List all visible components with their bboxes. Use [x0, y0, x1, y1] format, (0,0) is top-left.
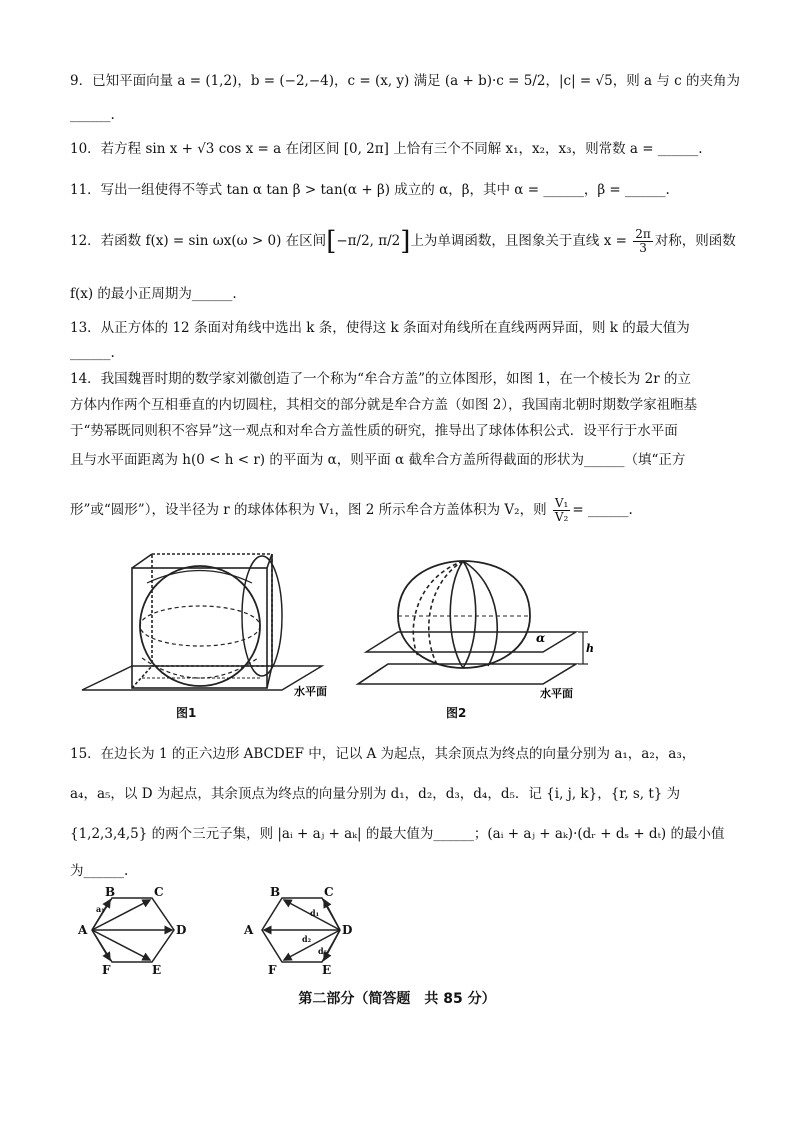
q15-line4: 为______.	[70, 863, 129, 879]
q14-ratio-den: V₂	[554, 510, 569, 524]
hexD-vec-d2: d₂	[302, 934, 312, 944]
hexA-label-A: A	[78, 923, 88, 937]
q14-line3: 于“势幂既同则积不容异”这一观点和对牟合方盖性质的研究，推导出了球体体积公式．设平行于水平面	[70, 423, 678, 439]
q15-line3: {1,2,3,4,5} 的两个三元子集，则 |aᵢ + aⱼ + aₖ| 的最大值为______；(aᵢ + aⱼ + aₖ)·(dᵣ + dₛ + dₜ) 的最小值	[70, 826, 725, 842]
q12-mid: 上为单调函数，且图象关于直线 x =	[410, 233, 627, 249]
q14-line2: 方体内作两个互相垂直的内切圆柱，其相交的部分就是牟合方盖（如图 2），我国南北朝时期数学家祖暅基	[70, 397, 698, 413]
q14-ratio-num: V₁	[554, 496, 569, 510]
q13-line2: ______.	[70, 345, 115, 361]
lower-plane	[358, 664, 576, 684]
q14-line4: 且与水平面距离为 h(0 < h < r) 的平面为 α，则平面 α 截牟合方盖所得截面的形状为______（填“正方	[70, 452, 686, 468]
q14-line5-pre: 形”或“圆形”），设半径为 r 的球体体积为 V₁，图 2 所示牟合方盖体积为 V₂，则	[70, 502, 547, 518]
figure-2-mouhefanggai	[348, 556, 593, 700]
hexD-vec-d1: d₁	[310, 908, 320, 918]
hexA-label-B: B	[105, 885, 116, 899]
figure-1-cube	[72, 548, 342, 700]
q14-line5-post: = ______.	[572, 502, 633, 518]
alpha-label: α	[536, 631, 546, 645]
hexD-label-C: C	[324, 885, 334, 899]
q15-line2: a₄，a₅，以 D 为起点，其余顶点为终点的向量分别为 d₁，d₂，d₃，d₄，d₅．记 {i, j, k}，{r, s, t} 为	[70, 786, 681, 802]
q12-interval-left: −π/2	[336, 233, 370, 249]
q10-text: 10．若方程 sin x + √3 cos x = a 在闭区间 [0, 2π] 上恰有三个不同解 x₁，x₂，x₃，则常数 a = ______.	[70, 141, 703, 157]
hexD-label-B: B	[270, 885, 281, 899]
q12-post: 对称，则函数	[654, 233, 736, 249]
q12-axis-num: 2π	[635, 227, 651, 241]
hexD-label-D: D	[342, 923, 353, 937]
q15-line1: 15．在边长为 1 的正六边形 ABCDEF 中，记以 A 为起点，其余顶点为终点的向量分别为 a₁，a₂，a₃，	[70, 746, 696, 762]
side-ellipse	[242, 556, 282, 676]
fig2-plane-label: 水平面	[540, 687, 573, 700]
q12-axis-den: 3	[639, 241, 647, 255]
hexA-vec-a1: a₁	[96, 904, 105, 914]
hexD-label-A: A	[244, 923, 254, 937]
hexA-label-F: F	[102, 963, 111, 977]
q12-interval-right: π/2	[378, 233, 401, 249]
hexagon-a-figure	[70, 884, 200, 976]
hexD-label-F: F	[268, 963, 277, 977]
hexA-label-C: C	[154, 885, 164, 899]
q12-bracket-left: [	[326, 226, 337, 257]
q9-line1: 9．已知平面向量 a = (1,2)，b = (−2,−4)，c = (x, y) 满足 (a + b)·c = 5/2，|c| = √5，则 a 与 c 的夹角为	[70, 73, 740, 89]
hexD-label-E: E	[322, 963, 332, 977]
q12-pre: 12．若函数 f(x) = sin ωx(ω > 0) 在区间	[70, 233, 327, 249]
fig1-caption: 图1	[176, 706, 197, 720]
hexD-vec-d5: d₅	[318, 946, 328, 956]
q11-text: 11．写出一组使得不等式 tan α tan β > tan(α + β) 成立的 α，β，其中 α = ______，β = ______.	[70, 182, 670, 198]
q12-line1: 12．若函数 f(x) = sin ωx(ω > 0) 在区间[−π/2, π/2]上为单调函数，且图象关于直线 x = $\frac{2\pi}{3}$ 对称，则函数	[70, 226, 736, 257]
q9-blank: ______.	[70, 107, 115, 123]
h-label: h	[586, 642, 594, 655]
q14-line5	[70, 495, 633, 525]
q12-axis-fraction	[633, 228, 653, 255]
section-title: 第二部分（简答题 共 85 分）	[298, 991, 496, 1007]
q12-line2: f(x) 的最小正周期为______.	[70, 286, 237, 302]
q12-bracket-right: ]	[400, 226, 411, 257]
hexA-label-E: E	[152, 963, 162, 977]
fig1-plane-label: 水平面	[294, 685, 327, 698]
hexA-label-D: D	[176, 923, 187, 937]
fig2-caption: 图2	[446, 706, 467, 720]
q14-line1: 14．我国魏晋时期的数学家刘徽创造了一个称为“牟合方盖”的立体图形，如图 1，在一个棱长为 2r 的立	[70, 371, 691, 387]
hexagon-d-figure	[240, 884, 370, 976]
q14-ratio-fraction	[553, 497, 570, 524]
q13-line1: 13．从正方体的 12 条面对角线中选出 k 条，使得这 k 条面对角线所在直线两两异面，则 k 的最大值为	[70, 320, 690, 336]
